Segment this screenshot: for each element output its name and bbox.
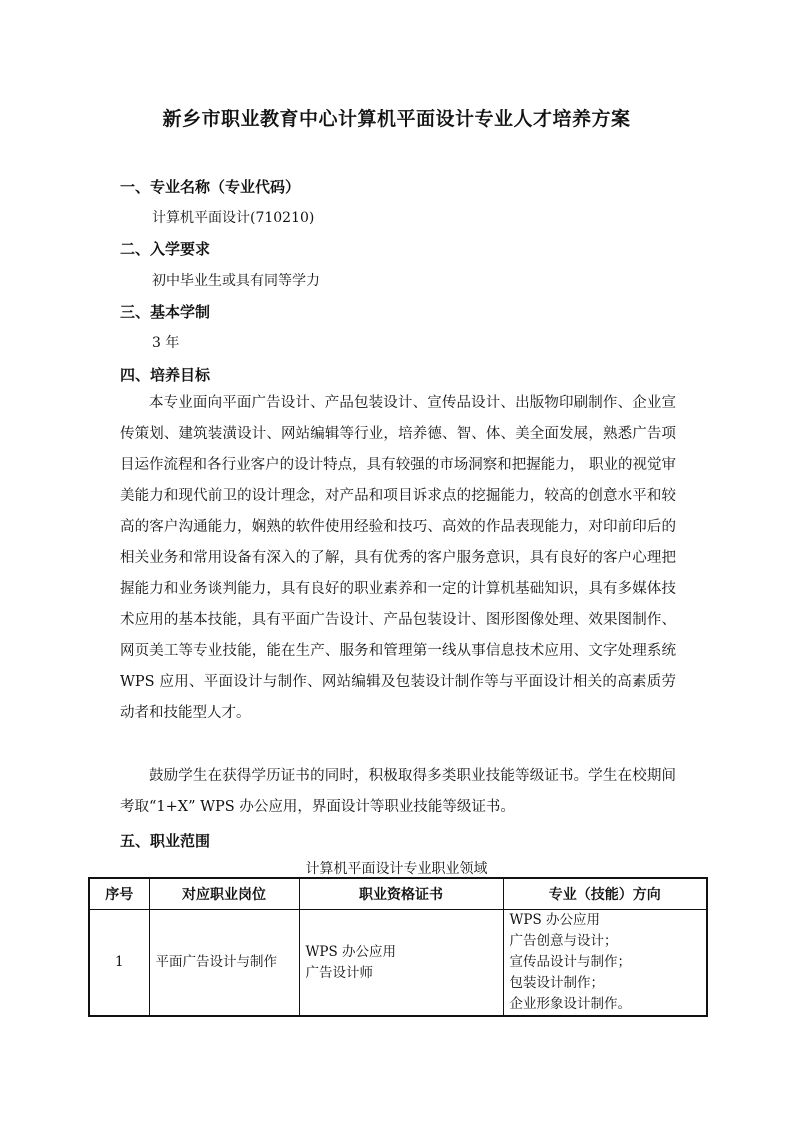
section-heading-objectives: 四、培养目标 [120,366,211,384]
section-heading-admission: 二、入学要求 [120,240,211,258]
major-name-content: 计算机平面设计(710210) [152,210,315,226]
table-header-row [89,878,707,910]
section-heading-major-name: 一、专业名称（专业代码） [120,178,301,196]
certificates-paragraph: 鼓励学生在获得学历证书的同时，积极取得多类职业技能等级证书。学生在校期间考取“1+X” WPS 办公应用，界面设计等职业技能等级证书。 [120,768,676,815]
certificate-item: WPS 办公应用 [305,943,396,960]
row-post: 平面广告设计与制作 [149,910,299,1017]
row-index: 1 [89,910,149,1017]
header-post: 对应职业岗位 [149,878,299,910]
direction-item: 企业形象设计制作。 [509,996,631,1012]
section-heading-duration: 三、基本学制 [120,303,211,321]
admission-content: 初中毕业生或具有同等学力 [152,273,320,289]
objectives-paragraph: 本专业面向平面广告设计、产品包装设计、宣传品设计、出版物印刷制作、企业宣传策划、建筑装潢设计、网站编辑等行业，培养德、智、体、美全面发展，熟悉广告项目运作流程和各行业客户的设计特点，具有较强的市场洞察和把握能力， 职业的视觉审美能力和现代前卫的设计理念，对产品和项目诉求点的挖掘能力，较高的创意水平和较高的客户沟通能力，娴熟的软件使用经验和技巧、高效的作品表现能力，对印前印后的相关业务和常用设备有深入的了解，具有优秀的客户服务意识，具有良好的客户心理把握能力和业务谈判能力，具有良好的职业素养和一定的计算机基础知识，具有多媒体技术应用的基本技能，具有平面广告设计、产品包装设计、图形图像处理、效果图制作、网页美工等专业技能，能在生产、服务和管理第一线从事信息技术应用、文字处理系统 WPS 应用、平面设计与制作、网站编辑及包装设计制作等与平面设计相关的高素质劳动者和技能型人才。 [120,395,676,721]
direction-item: 广告创意与设计； [509,933,618,949]
header-index: 序号 [89,878,149,910]
direction-item: 包装设计制作； [509,975,604,991]
header-certificate: 职业资格证书 [299,878,503,910]
certificate-item: 广告设计师 [305,964,373,981]
table-row [89,910,707,1017]
document-title: 新乡市职业教育中心计算机平面设计专业人才培养方案 [162,108,631,130]
header-direction: 专业（技能）方向 [503,878,707,910]
career-field-table [88,877,708,1017]
direction-item: 宣传品设计与制作； [509,954,631,970]
table-caption: 计算机平面设计专业职业领域 [305,861,488,877]
direction-item: WPS 办公应用 [509,912,600,928]
duration-content: 3 年 [152,335,180,351]
row-directions [503,910,707,1017]
row-certificates [299,910,503,1017]
section-heading-career-scope: 五、职业范围 [120,832,211,850]
